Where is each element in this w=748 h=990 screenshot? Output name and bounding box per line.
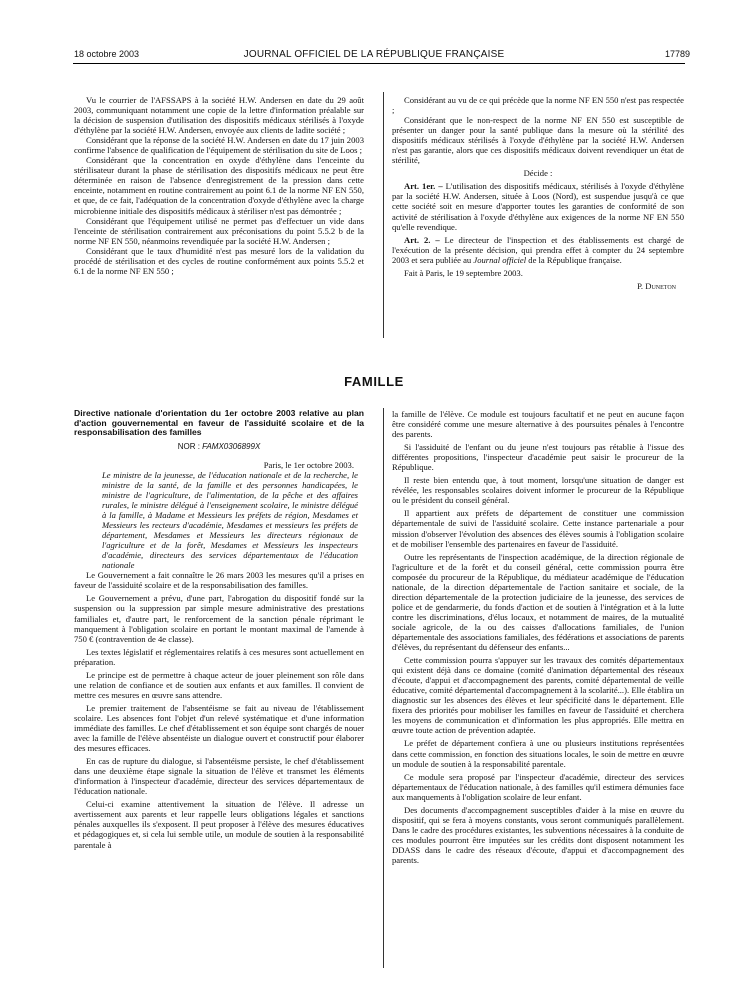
paragraph: Considérant au vu de ce qui précède que la norme NF EN 550 n'est pas respectée ; [392,95,684,116]
header-date: 18 octobre 2003 [74,49,140,59]
signature: P. Duneton [637,280,676,291]
article-2-text-a: Le directeur de l'inspection et des établissements est chargé de l'exécution de la présente décision, qui prendra effet à compter du 24 septembre 2003 et sera publiée au [392,234,684,265]
directive-title: Directive nationale d'orientation du 1er octobre 2003 relative au plan d'action gouvernemental en faveur de l'assiduité scolaire et de la responsabilisation des familles [74,408,364,438]
section-title: FAMILLE [344,374,404,389]
paragraph: Outre les représentants de l'inspection académique, de la direction régionale de l'agriculture et de la forêt et du conseil général, cette commission pourra être composée du procureur de la République, du médiateur académique de l'éducation nationale, de la direction départementale de l'action sanitaire et sociale, de la direction départementale de la protection judiciaire de la jeunesse, des services de police et de gendarmerie, du fonds d'action et de soutien à l'intégration et à la lutte contre les discriminations, d'élus locaux, et notamment de maires, de la mutualité sociale agricole, de la ou des caisses d'allocations familiales, de l'union départementale des associations familiales, des fédérations et associations de parents d'élèves, du représentant du défenseur des enfants... [392,551,684,653]
nor-label: NOR : [177,441,203,451]
nor-value: FAMX0306899X [202,441,261,451]
paragraph: Celui-ci examine attentivement la situation de l'élève. Il adresse un avertissement aux parents et leur rappelle leurs obligations légales et sanctions pénales auxquelles ils s'exposent. Il peut proposer à l'élève des mesures éducatives et pédagogiques et, si cela lui semble utile, un module de soutien à la responsabilité parentale à [74,799,364,850]
paragraph: Considérant que la concentration en oxyde d'éthylène dans l'enceinte du stérilisateur durant la phase de stérilisation des dispositifs médicaux ne peut être déterminée en raison de l'absence d'enregistrement de la pression dans cette enceinte, notamment en routine contrairement au point 6.1 de la norme NF EN 550, et que, de ce fait, l'adéquation de la concentration d'oxyde d'éthylène avec la charge microbienne initiale des dispositifs médicaux à stériliser n'est pas démontrée ; [74,155,364,216]
column-divider-bottom [383,408,384,968]
top-right-column [392,95,684,291]
header-title: JOURNAL OFFICIEL DE LA RÉPUBLIQUE FRANÇAISE [243,49,505,60]
paragraph: Considérant que le taux d'humidité n'est pas mesuré lors de la validation du procédé de stérilisation et des cycles de routine conformément aux points 5.5.2 et 6.1 de la norme NF EN 550 ; [74,245,364,276]
article-2-label: Art. 2. – [404,234,440,245]
column-divider-top [383,92,384,338]
paragraph: Le principe est de permettre à chaque acteur de jouer pleinement son rôle dans une relation de confiance et de soutien aux enfants et aux familles. Il convient de mettre ces mesures en œuvre sans attendre. [74,669,364,700]
paragraph: Le premier traitement de l'absentéisme se fait au niveau de l'établissement scolaire. Les absences font l'objet d'un relevé systématique et d'une information immédiate des familles. Le chef d'établissement et son équipe sont chargés de nouer avec la famille de l'élève absentéiste un dialogue ouvert et constructif pour élaborer des mesures efficaces. [74,702,364,754]
paragraph: Cette commission pourra s'appuyer sur les travaux des comités départementaux qui existent déjà dans ce domaine (comité d'animation départemental des réseaux d'écoute, d'appui et d'accompagnement des parents, comité départemental de veille éducative, comité départemental d'accompagnement à la scolarité...). Elle établira un diagnostic sur les absences des élèves et leur spécificité dans le département. Elle fixera des priorités pour mobiliser les familles en faveur de l'assiduité et cherchera les moyens de communication et d'information les plus appropriés. Elle mettra en œuvre toute action de prévention adaptée. [392,655,684,736]
article-1-label: Art. 1er. – [404,181,443,192]
signing-place-date: Fait à Paris, le 19 septembre 2003. [404,267,523,278]
paragraph: Considérant que l'équipement utilisé ne permet pas d'effectuer un vide dans l'enceinte de stérilisation contrairement aux préconisations du point 5.5.2 b de la norme NF EN 550, néanmoins revendiquée par la société H.W. Andersen ; [74,215,364,246]
paragraph: Les textes législatif et réglementaires relatifs à ces mesures sont actuellement en préparation. [74,646,364,667]
paragraph: Considérant que la réponse de la société H.W. Andersen en date du 17 juin 2003 confirme l'absence de qualification de l'équipement de stérilisation du site de Loos ; [74,135,364,156]
paragraph: Ce module sera proposé par l'inspecteur d'académie, directeur des services départementaux de l'éducation nationale, à des familles qu'il estimera démunies face aux manquements à l'obligation scolaire de leur enfant. [392,771,684,802]
paragraph: Le Gouvernement a prévu, d'une part, l'abrogation du dispositif fondé sur la suspension ou la suppression par simple mesure administrative des prestations familiales et, d'autre part, le renforcement de la sanction pénale réprimant le manquement à l'obligation scolaire en portant le montant maximal de l'amende à 750 € (contravention de 4e classe). [74,593,364,644]
paragraph: Le Gouvernement a fait connaître le 26 mars 2003 les mesures qu'il a prises en faveur de l'assiduité scolaire et de la responsabilisation des familles. [74,570,364,591]
article-1-text: L'utilisation des dispositifs médicaux, stérilisés à l'oxyde d'éthylène par la société H.W. Andersen, située à Loos (Nord), est suspendue jusqu'à ce que cette société soit en mesure d'apporter toutes les garanties de conformité de son activité de stérilisation à l'oxyde d'éthylène aux exigences de la norme NF EN 550 qu'elle revendique. [392,181,684,232]
top-left-column [74,95,364,276]
article-1 [392,181,684,231]
paragraph: Vu le courrier de l'AFSSAPS à la société H.W. Andersen en date du 29 août 2003, communiquant notamment une copie de la lettre d'information préalable sur la décision de suspension d'utilisation des dispositifs médicaux stérilisés à l'oxyde d'éthylène par la société H.W. Andersen, envoyée aux clients de ladite société ; [74,95,364,136]
paragraph: Considérant que le non-respect de la norme NF EN 550 est susceptible de présenter un danger pour la santé publique dans la mesure où la stérilité des dispositifs médicaux stérilisés à l'oxyde d'éthylène par la société H.W. Andersen n'est pas garantie, alors que ces dispositifs médicaux doivent revendiquer un état de stérilité, [392,115,684,166]
decide-heading: Décide : [523,168,553,179]
directive-right-column [392,409,684,865]
directive-addressees: Le ministre de la jeunesse, de l'éducation nationale et de la recherche, le ministre de la santé, de la famille et des personnes handicapées, le ministre de l'agriculture, de l'alimentation, de la pêche et des affaires rurales, le ministre délégué à l'enseignement scolaire, le ministre délégué à la famille, à Madame et Messieurs les préfets de région, Mesdames et Messieurs les recteurs d'académie, Mesdames et messieurs les préfets de département, Mesdames et Messieurs les directeurs régionaux de l'agriculture et de la forêt, Mesdames et Messieurs les inspecteurs d'académie, directeurs des services départementaux de l'éducation nationale [102,469,358,571]
header-rule [73,63,685,64]
paragraph: Des documents d'accompagnement susceptibles d'aider à la mise en œuvre du dispositif, qui se fera à moyens constants, vous seront communiqués parallèlement. Dans le cadre des procédures existantes, les subventions nécessaires à la conduite de ces modules pourront être imputées sur les crédits dont disposent notamment les DDASS dans le cadre des réseaux d'écoute, d'appui et d'accompagnement des parents. [392,804,684,865]
nor-reference [74,442,364,452]
paragraph: Il appartient aux préfets de département de constituer une commission départementale de suivi de l'assiduité scolaire. Cette instance partenariale a pour mission d'observer l'évolution des absences des élèves soumis à l'obligation scolaire et de mobiliser l'ensemble des partenaires en faveur de l'assiduité. [392,508,684,549]
directive-date: Paris, le 1er octobre 2003. [263,459,354,470]
directive-left-column [74,409,364,850]
paragraph: Le préfet de département confiera à une ou plusieurs institutions représentées dans cette commission, en fonction des situations locales, le soin de mettre en œuvre un module de soutien à la responsabilité parentale. [392,738,684,769]
paragraph: la famille de l'élève. Ce module est toujours facultatif et ne peut en aucune façon être considéré comme une mesure alternative à des poursuites pénales à l'encontre des parents. [392,409,684,440]
paragraph: Si l'assiduité de l'enfant ou du jeune n'est toujours pas rétablie à l'issue des différentes propositions, l'inspecteur d'académie peut saisir le procureur de la République. [392,442,684,473]
article-2 [392,235,684,265]
paragraph: En cas de rupture du dialogue, si l'absentéisme persiste, le chef d'établissement dans une deuxième étape signale la situation de l'élève et transmet les éléments d'information à l'inspecteur d'académie, directeur des services départementaux de l'éducation nationale. [74,756,364,797]
article-2-text-b: de la République française. [526,254,622,265]
paragraph: Il reste bien entendu que, à tout moment, lorsqu'une situation de danger est révélée, les responsables scolaires doivent informer le procureur de la République ou le président du conseil général. [392,475,684,506]
journal-officiel-text: Journal officiel [473,254,527,265]
header-page-number: 17789 [664,49,690,59]
